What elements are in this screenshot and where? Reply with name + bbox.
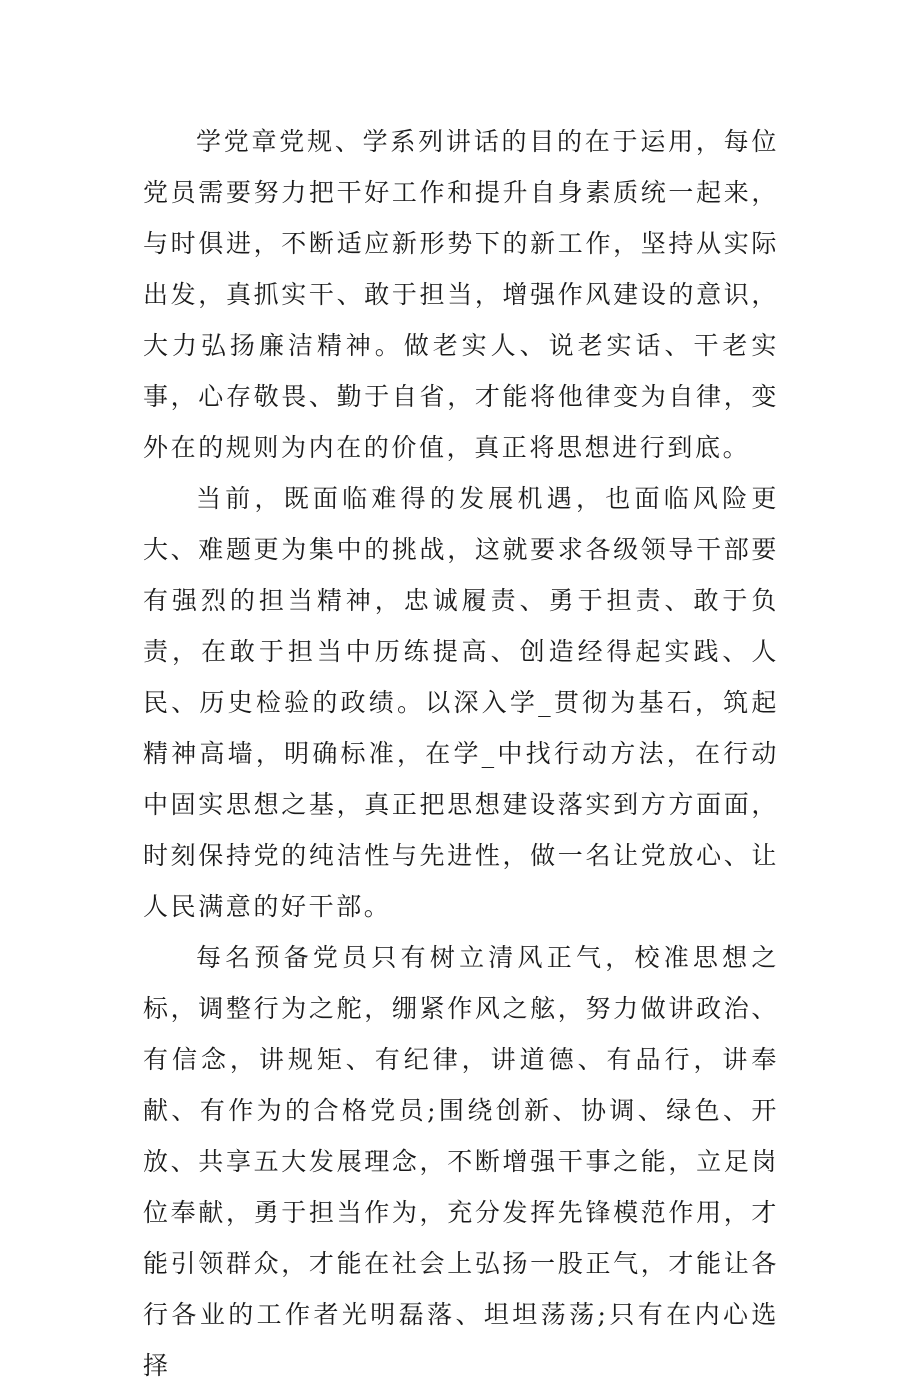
paragraph-1: 学党章党规、学系列讲话的目的在于运用，每位党员需要努力把干好工作和提升自身素质统一起来，与时俱进，不断适应新形势下的新工作，坚持从实际出发，真抓实干、敢于担当，增强作风建设的意识，大力弘扬廉洁精神。做老实人、说老实话、干老实事，心存敬畏、勤于自省，才能将他律变为自律，变外在的规则为内在的价值，真正将思想进行到底。 <box>143 127 779 462</box>
document-body <box>143 116 779 1391</box>
paragraph-3: 每名预备党员只有树立清风正气，校准思想之标，调整行为之舵，绷紧作风之舷，努力做讲政治、有信念，讲规矩、有纪律，讲道德、有品行，讲奉献、有作为的合格党员;围绕创新、协调、绿色、开放、共享五大发展理念，不断增强干事之能，立足岗位奉献，勇于担当作为，充分发挥先锋模范作用，才能引领群众，才能在社会上弘扬一股正气，才能让各行各业的工作者光明磊落、坦坦荡荡;只有在内心选择 <box>143 943 779 1380</box>
paragraph-2: 当前，既面临难得的发展机遇，也面临风险更大、难题更为集中的挑战，这就要求各级领导干部要有强烈的担当精神，忠诚履责、勇于担责、敢于负责，在敢于担当中历练提高、创造经得起实践、人民、历史检验的政绩。以深入学_贯彻为基石，筑起精神高墙，明确标准，在学_中找行动方法，在行动中固实思想之基，真正把思想建设落实到方方面面，时刻保持党的纯洁性与先进性，做一名让党放心、让人民满意的好干部。 <box>143 484 779 921</box>
